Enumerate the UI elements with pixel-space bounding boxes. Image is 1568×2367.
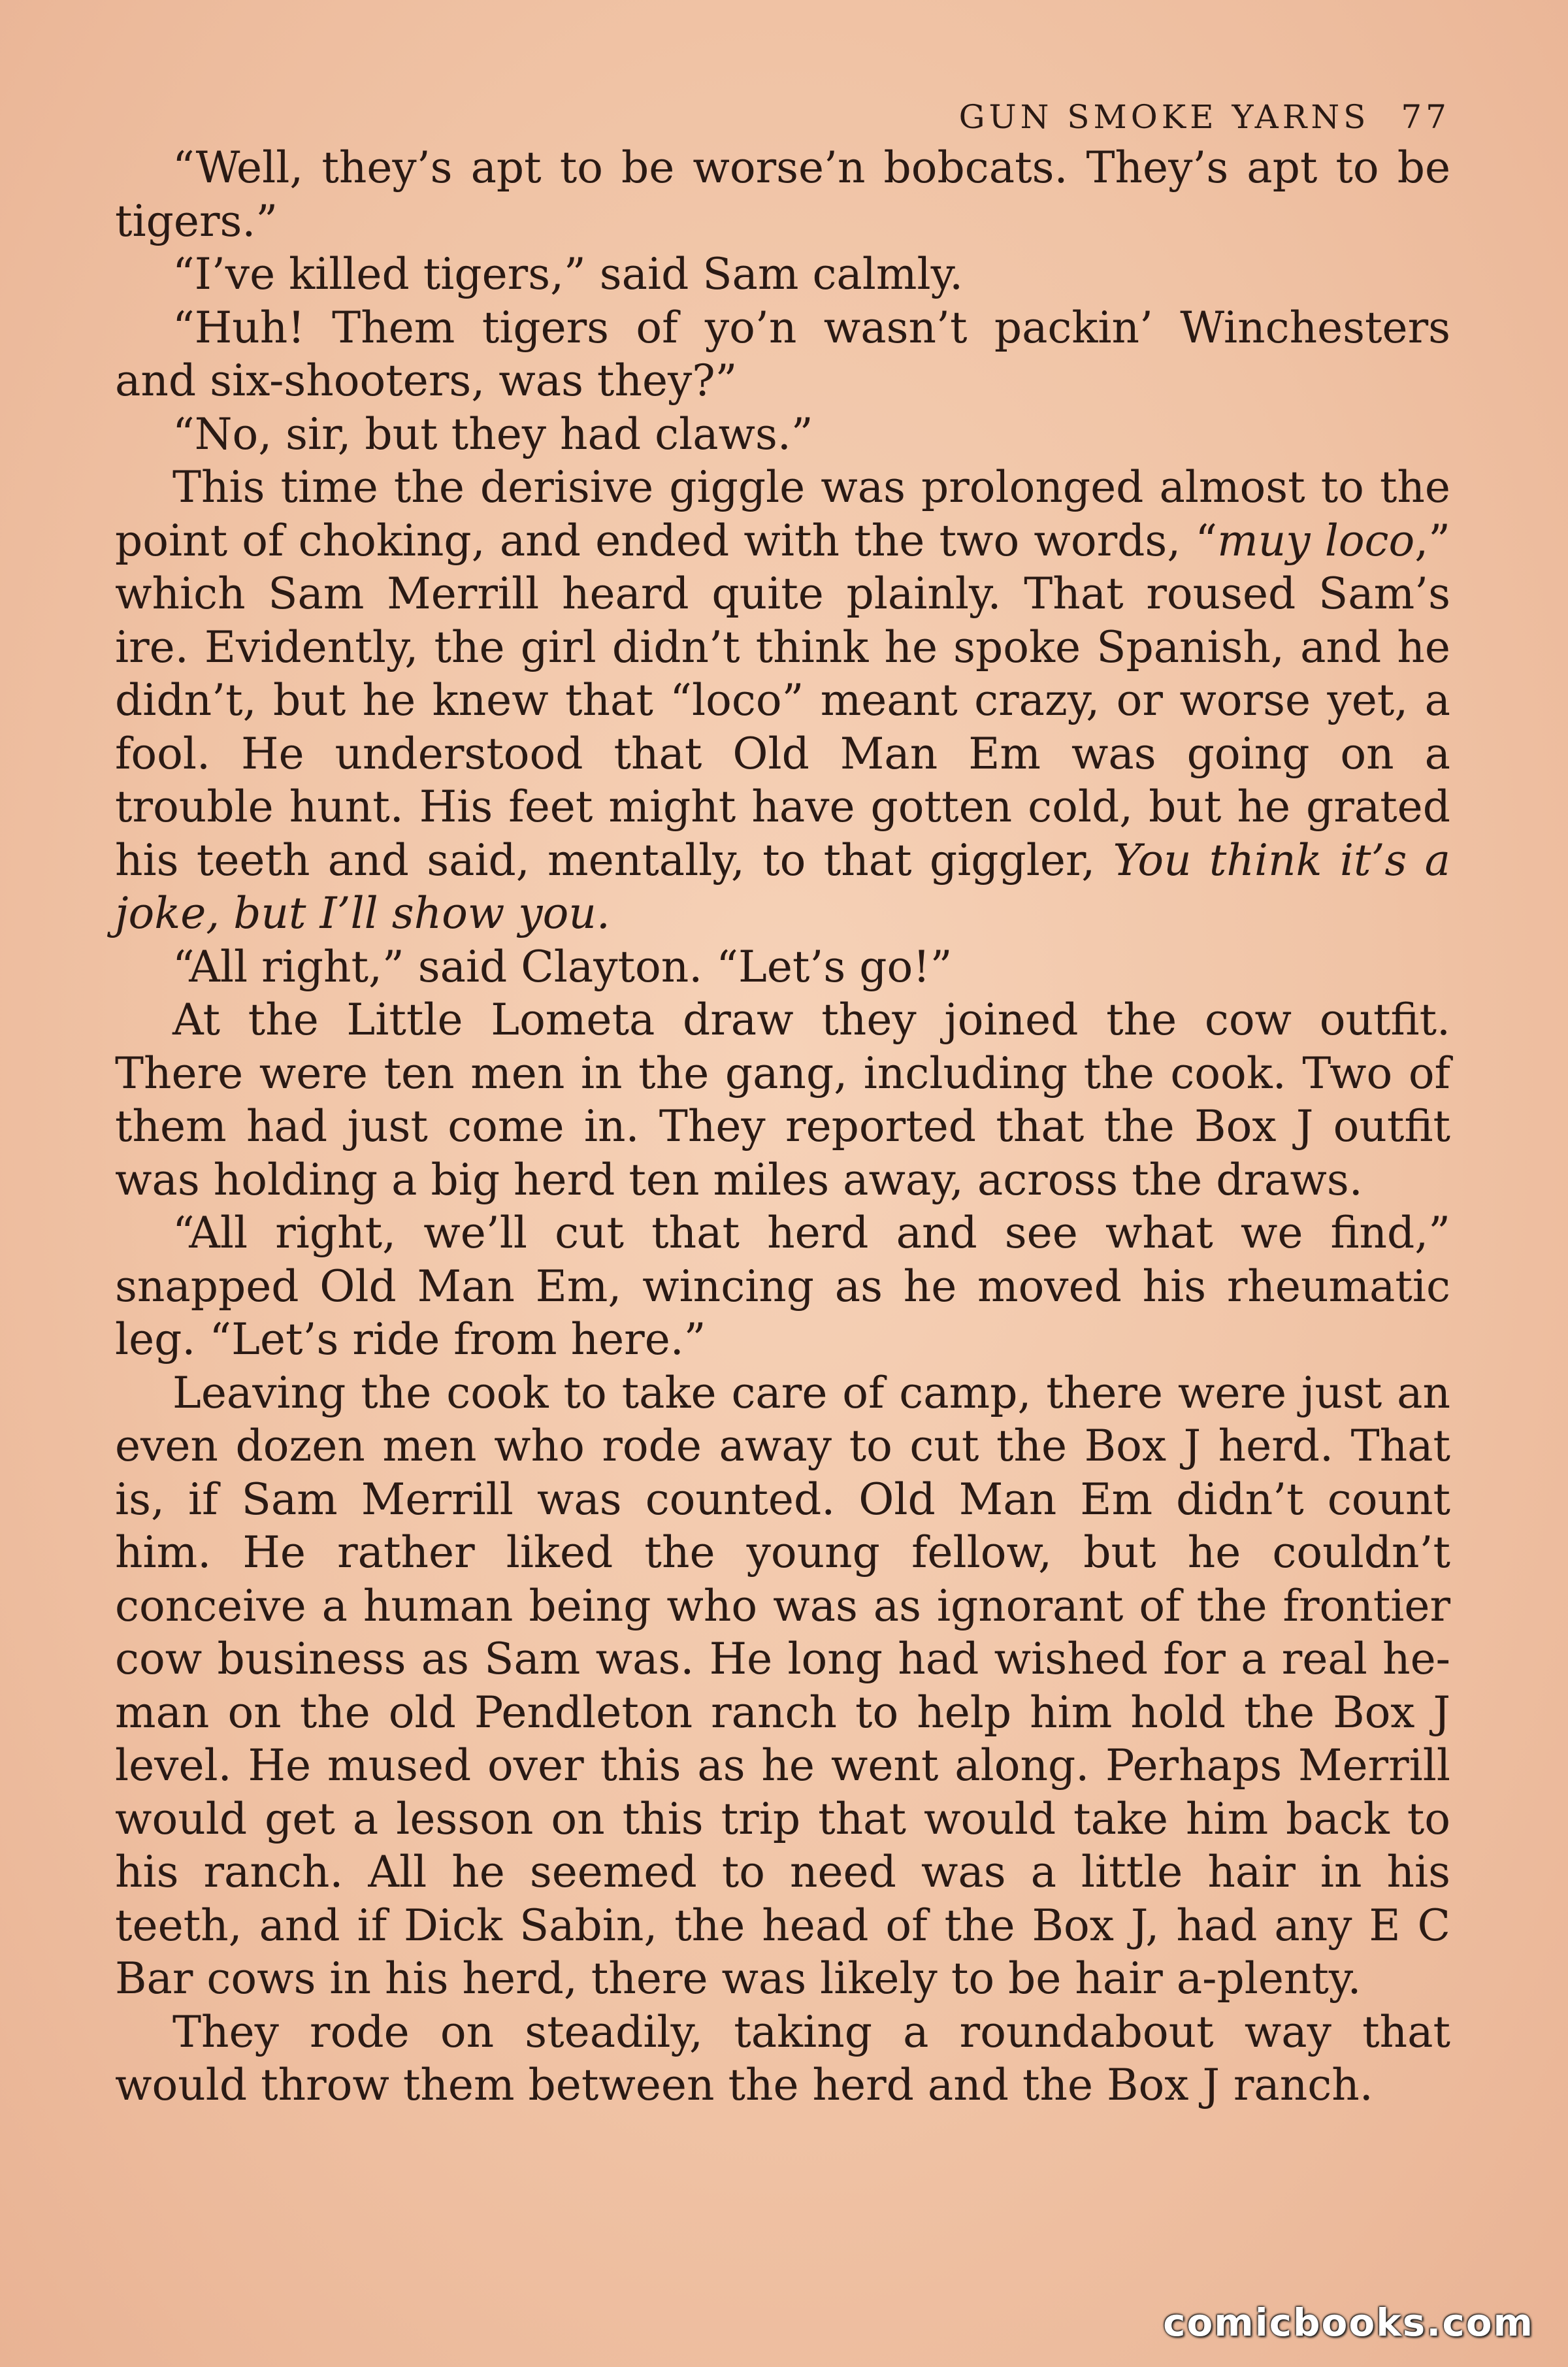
italic-phrase: muy loco <box>1217 515 1415 566</box>
page-number: 77 <box>1401 98 1450 136</box>
running-head <box>959 98 1450 136</box>
paragraph: “Well, they’s apt to be worse’n bobcats. They’s apt to be tigers.” <box>115 142 1450 246</box>
paragraph: “No, sir, but they had claws.” <box>172 408 813 459</box>
running-title: GUN SMOKE YARNS <box>958 98 1370 136</box>
paragraph-text: This time the derisive giggle was prolonged almost to the point of choking, and ended with the two words, “ <box>115 462 1450 566</box>
paragraph: They rode on steadily, taking a roundabout way that would throw them between the herd and the Box J ranch. <box>115 2006 1450 2110</box>
paragraph-text: ,” which Sam Merrill heard quite plainly. That roused Sam’s ire. Evidently, the girl didn’t think he spoke Spanish, and he didn’t, but he knew that “loco” meant crazy, or worse yet, a fool. He understood that Old Man Em was going on a trouble hunt. His feet might have gotten cold, but he grated his teeth and said, mentally, to that giggler, <box>115 515 1450 886</box>
italic-thought: You think it’s a joke, but I’ll show you. <box>115 835 1450 938</box>
body-text <box>115 141 1450 2112</box>
paragraph <box>115 461 1450 940</box>
paragraph: Leaving the cook to take care of camp, there were just an even dozen men who rode away to cut the Box J herd. That is, if Sam Merrill was counted. Old Man Em didn’t count him. He rather liked the young fellow, but he couldn’t conceive a human being who was as ignorant of the frontier cow business as Sam was. He long had wished for a real he-man on the old Pendleton ranch to help him hold the Box J level. He mused over this as he went along. Perhaps Merrill would get a lesson on this trip that would take him back to his ranch. All he seemed to need was a little hair in his teeth, and if Dick Sabin, the head of the Box J, had any E C Bar cows in his herd, there was likely to be hair a-plenty. <box>115 1367 1450 2004</box>
watermark: comicbooks.com <box>1163 2300 1534 2345</box>
paragraph: “Huh! Them tigers of yo’n wasn’t packin’ Winchesters and six-shooters, was they?” <box>115 302 1450 406</box>
paragraph: At the Little Lometa draw they joined the cow outfit. There were ten men in the gang, including the cook. Two of them had just come in. They reported that the Box J outfit was holding a big herd ten miles away, across the draws. <box>115 995 1450 1205</box>
paragraph: “All right,” said Clayton. “Let’s go!” <box>172 941 953 992</box>
paragraph: “I’ve killed tigers,” said Sam calmly. <box>172 249 964 299</box>
paragraph: “All right, we’ll cut that herd and see what we find,” snapped Old Man Em, wincing as he moved his rheumatic leg. “Let’s ride from here.” <box>115 1208 1450 1365</box>
